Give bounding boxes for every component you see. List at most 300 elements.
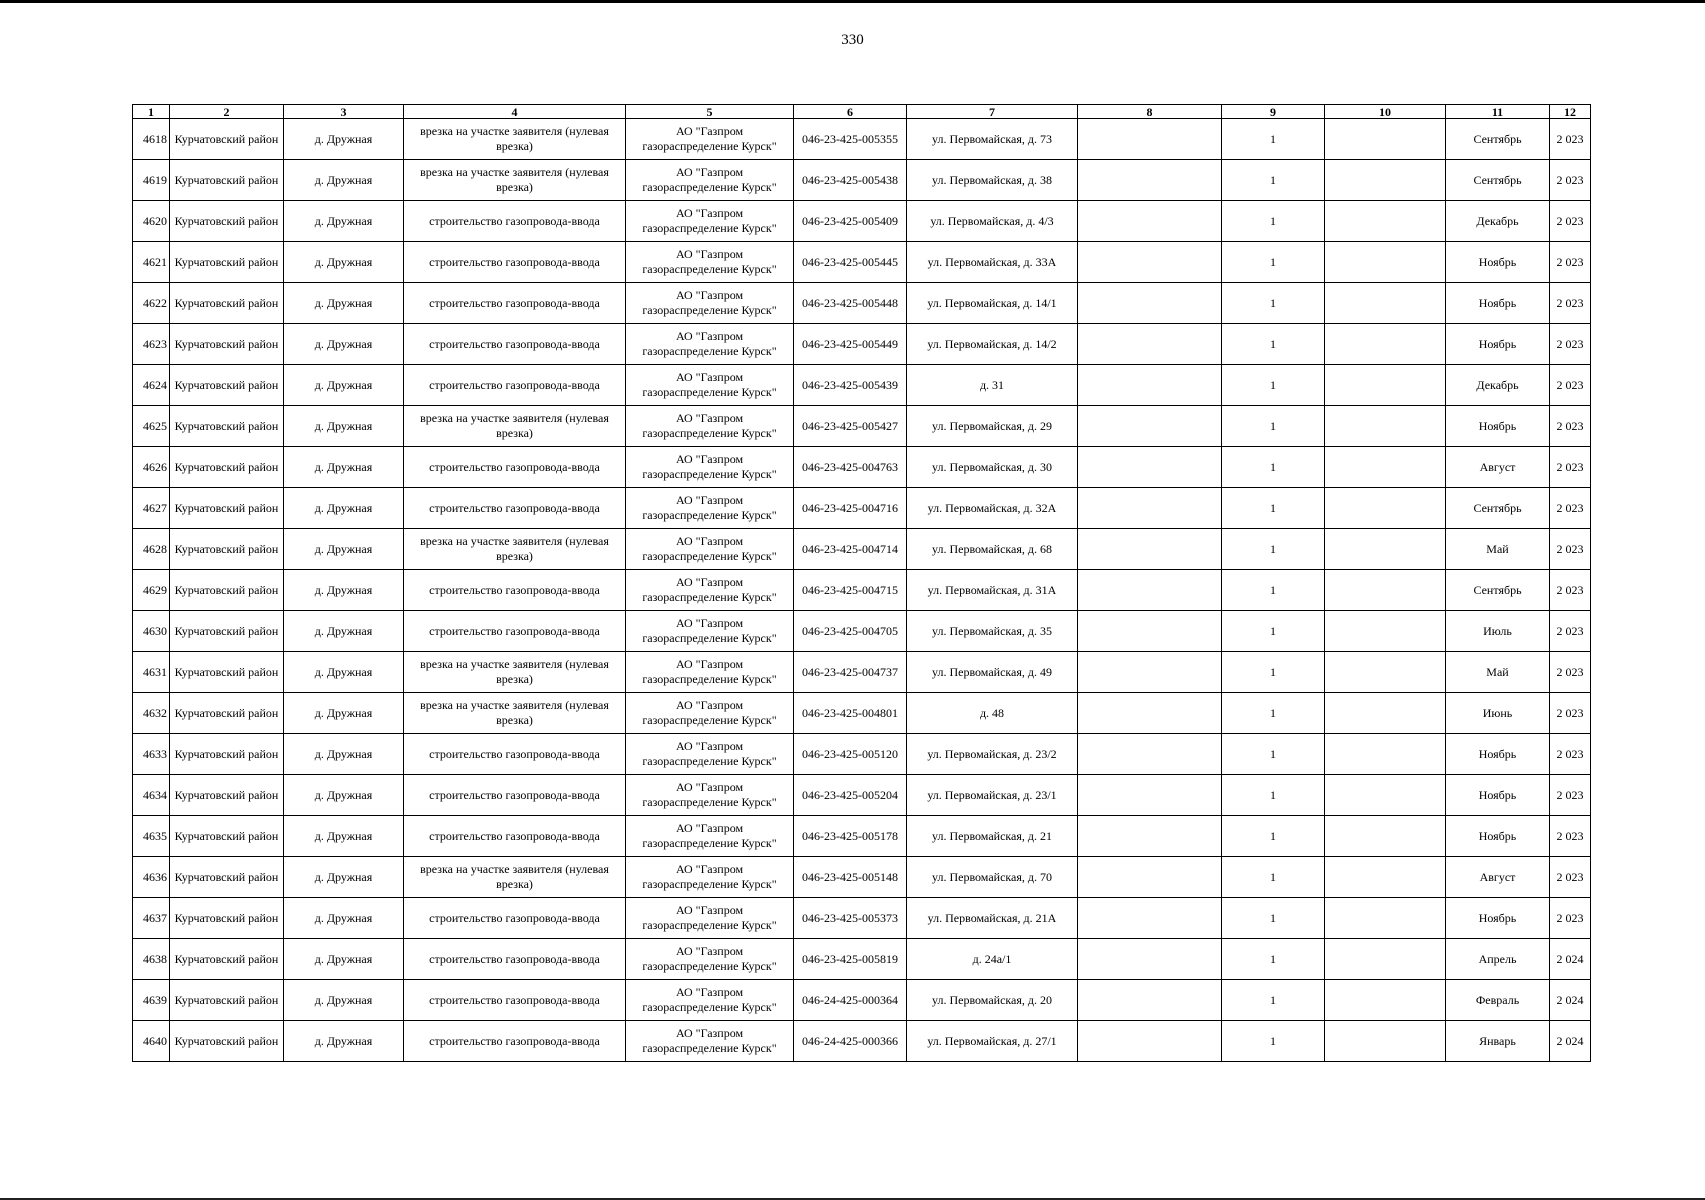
work-type-cell: строительство газопровода-ввода — [404, 1021, 626, 1062]
organization-cell: АО "Газпром газораспределение Курск" — [626, 242, 794, 283]
table-row — [133, 775, 1591, 816]
organization-cell: АО "Газпром газораспределение Курск" — [626, 119, 794, 160]
address-cell: ул. Первомайская, д. 32А — [907, 488, 1078, 529]
request-code-cell: 046-23-425-005204 — [794, 775, 907, 816]
district-cell: Курчатовский район — [170, 734, 284, 775]
request-code-cell: 046-23-425-004705 — [794, 611, 907, 652]
month-cell: Сентябрь — [1446, 119, 1550, 160]
village-cell: д. Дружная — [284, 939, 404, 980]
month-cell: Август — [1446, 447, 1550, 488]
column-8-cell — [1078, 406, 1222, 447]
header-row — [133, 105, 1591, 119]
district-cell: Курчатовский район — [170, 365, 284, 406]
village-cell: д. Дружная — [284, 283, 404, 324]
work-type-cell: строительство газопровода-ввода — [404, 775, 626, 816]
village-cell: д. Дружная — [284, 611, 404, 652]
table-row — [133, 1021, 1591, 1062]
table-row — [133, 980, 1591, 1021]
column-8-cell — [1078, 283, 1222, 324]
year-cell: 2 023 — [1550, 488, 1591, 529]
column-8-cell — [1078, 201, 1222, 242]
work-type-cell: врезка на участке заявителя (нулевая врезка) — [404, 160, 626, 201]
address-cell: ул. Первомайская, д. 38 — [907, 160, 1078, 201]
month-cell: Ноябрь — [1446, 406, 1550, 447]
row-number: 4629 — [133, 570, 170, 611]
table-row — [133, 283, 1591, 324]
organization-cell: АО "Газпром газораспределение Курск" — [626, 201, 794, 242]
organization-cell: АО "Газпром газораспределение Курск" — [626, 365, 794, 406]
village-cell: д. Дружная — [284, 898, 404, 939]
organization-cell: АО "Газпром газораспределение Курск" — [626, 406, 794, 447]
year-cell: 2 023 — [1550, 570, 1591, 611]
column-8-cell — [1078, 775, 1222, 816]
table-row — [133, 693, 1591, 734]
column-10-cell — [1325, 283, 1446, 324]
district-cell: Курчатовский район — [170, 283, 284, 324]
work-type-cell: строительство газопровода-ввода — [404, 980, 626, 1021]
row-number: 4628 — [133, 529, 170, 570]
row-number: 4624 — [133, 365, 170, 406]
work-type-cell: строительство газопровода-ввода — [404, 611, 626, 652]
village-cell: д. Дружная — [284, 775, 404, 816]
column-10-cell — [1325, 980, 1446, 1021]
table-header — [133, 105, 1591, 119]
quantity-cell: 1 — [1222, 652, 1325, 693]
row-number: 4631 — [133, 652, 170, 693]
village-cell: д. Дружная — [284, 652, 404, 693]
table-row — [133, 734, 1591, 775]
quantity-cell: 1 — [1222, 283, 1325, 324]
address-cell: ул. Первомайская, д. 23/2 — [907, 734, 1078, 775]
column-8-cell — [1078, 529, 1222, 570]
request-code-cell: 046-23-425-005819 — [794, 939, 907, 980]
month-cell: Сентябрь — [1446, 160, 1550, 201]
address-cell: ул. Первомайская, д. 30 — [907, 447, 1078, 488]
month-cell: Май — [1446, 652, 1550, 693]
quantity-cell: 1 — [1222, 201, 1325, 242]
year-cell: 2 023 — [1550, 611, 1591, 652]
village-cell: д. Дружная — [284, 447, 404, 488]
table-row — [133, 119, 1591, 160]
month-cell: Ноябрь — [1446, 898, 1550, 939]
column-8-cell — [1078, 611, 1222, 652]
request-code-cell: 046-23-425-005448 — [794, 283, 907, 324]
quantity-cell: 1 — [1222, 324, 1325, 365]
row-number: 4638 — [133, 939, 170, 980]
quantity-cell: 1 — [1222, 447, 1325, 488]
row-number: 4637 — [133, 898, 170, 939]
year-cell: 2 024 — [1550, 980, 1591, 1021]
district-cell: Курчатовский район — [170, 242, 284, 283]
row-number: 4619 — [133, 160, 170, 201]
column-10-cell — [1325, 693, 1446, 734]
column-10-cell — [1325, 857, 1446, 898]
row-number: 4632 — [133, 693, 170, 734]
village-cell: д. Дружная — [284, 201, 404, 242]
table-row — [133, 488, 1591, 529]
village-cell: д. Дружная — [284, 816, 404, 857]
column-header-10: 10 — [1325, 105, 1446, 119]
quantity-cell: 1 — [1222, 570, 1325, 611]
work-type-cell: строительство газопровода-ввода — [404, 898, 626, 939]
table-row — [133, 611, 1591, 652]
column-10-cell — [1325, 652, 1446, 693]
request-code-cell: 046-23-425-005355 — [794, 119, 907, 160]
work-type-cell: строительство газопровода-ввода — [404, 570, 626, 611]
column-header-4: 4 — [404, 105, 626, 119]
month-cell: Февраль — [1446, 980, 1550, 1021]
request-code-cell: 046-23-425-005438 — [794, 160, 907, 201]
organization-cell: АО "Газпром газораспределение Курск" — [626, 570, 794, 611]
work-type-cell: врезка на участке заявителя (нулевая врезка) — [404, 406, 626, 447]
address-cell: д. 24а/1 — [907, 939, 1078, 980]
column-10-cell — [1325, 488, 1446, 529]
work-type-cell: строительство газопровода-ввода — [404, 365, 626, 406]
district-cell: Курчатовский район — [170, 447, 284, 488]
district-cell: Курчатовский район — [170, 898, 284, 939]
request-code-cell: 046-23-425-004737 — [794, 652, 907, 693]
address-cell: ул. Первомайская, д. 27/1 — [907, 1021, 1078, 1062]
address-cell: ул. Первомайская, д. 70 — [907, 857, 1078, 898]
year-cell: 2 023 — [1550, 898, 1591, 939]
organization-cell: АО "Газпром газораспределение Курск" — [626, 529, 794, 570]
quantity-cell: 1 — [1222, 160, 1325, 201]
work-type-cell: строительство газопровода-ввода — [404, 816, 626, 857]
page-number: 330 — [841, 32, 864, 48]
request-code-cell: 046-23-425-005148 — [794, 857, 907, 898]
year-cell: 2 023 — [1550, 857, 1591, 898]
row-number: 4640 — [133, 1021, 170, 1062]
organization-cell: АО "Газпром газораспределение Курск" — [626, 857, 794, 898]
column-8-cell — [1078, 693, 1222, 734]
work-type-cell: врезка на участке заявителя (нулевая врезка) — [404, 529, 626, 570]
district-cell: Курчатовский район — [170, 693, 284, 734]
quantity-cell: 1 — [1222, 816, 1325, 857]
row-number: 4620 — [133, 201, 170, 242]
table-row — [133, 242, 1591, 283]
district-cell: Курчатовский район — [170, 611, 284, 652]
request-code-cell: 046-23-425-004716 — [794, 488, 907, 529]
column-10-cell — [1325, 529, 1446, 570]
work-type-cell: врезка на участке заявителя (нулевая врезка) — [404, 857, 626, 898]
address-cell: ул. Первомайская, д. 33А — [907, 242, 1078, 283]
year-cell: 2 023 — [1550, 324, 1591, 365]
column-8-cell — [1078, 652, 1222, 693]
organization-cell: АО "Газпром газораспределение Курск" — [626, 1021, 794, 1062]
work-type-cell: строительство газопровода-ввода — [404, 201, 626, 242]
address-cell: ул. Первомайская, д. 21 — [907, 816, 1078, 857]
table-row — [133, 816, 1591, 857]
request-code-cell: 046-24-425-000364 — [794, 980, 907, 1021]
quantity-cell: 1 — [1222, 365, 1325, 406]
request-code-cell: 046-23-425-005178 — [794, 816, 907, 857]
request-code-cell: 046-23-425-005449 — [794, 324, 907, 365]
request-code-cell: 046-23-425-005120 — [794, 734, 907, 775]
work-type-cell: строительство газопровода-ввода — [404, 242, 626, 283]
district-cell: Курчатовский район — [170, 119, 284, 160]
request-code-cell: 046-23-425-004801 — [794, 693, 907, 734]
table-row — [133, 857, 1591, 898]
quantity-cell: 1 — [1222, 119, 1325, 160]
column-header-6: 6 — [794, 105, 907, 119]
year-cell: 2 023 — [1550, 734, 1591, 775]
row-number: 4630 — [133, 611, 170, 652]
district-cell: Курчатовский район — [170, 324, 284, 365]
column-10-cell — [1325, 775, 1446, 816]
year-cell: 2 023 — [1550, 365, 1591, 406]
column-8-cell — [1078, 939, 1222, 980]
year-cell: 2 023 — [1550, 160, 1591, 201]
quantity-cell: 1 — [1222, 242, 1325, 283]
year-cell: 2 023 — [1550, 119, 1591, 160]
month-cell: Ноябрь — [1446, 816, 1550, 857]
quantity-cell: 1 — [1222, 857, 1325, 898]
table-body — [133, 119, 1591, 1062]
work-type-cell: строительство газопровода-ввода — [404, 324, 626, 365]
column-10-cell — [1325, 447, 1446, 488]
work-type-cell: строительство газопровода-ввода — [404, 488, 626, 529]
year-cell: 2 024 — [1550, 1021, 1591, 1062]
organization-cell: АО "Газпром газораспределение Курск" — [626, 283, 794, 324]
column-header-1: 1 — [133, 105, 170, 119]
work-type-cell: строительство газопровода-ввода — [404, 283, 626, 324]
month-cell: Ноябрь — [1446, 734, 1550, 775]
district-cell: Курчатовский район — [170, 652, 284, 693]
work-type-cell: врезка на участке заявителя (нулевая врезка) — [404, 693, 626, 734]
district-cell: Курчатовский район — [170, 570, 284, 611]
column-8-cell — [1078, 119, 1222, 160]
row-number: 4622 — [133, 283, 170, 324]
column-8-cell — [1078, 1021, 1222, 1062]
month-cell: Ноябрь — [1446, 242, 1550, 283]
village-cell: д. Дружная — [284, 160, 404, 201]
table-row — [133, 570, 1591, 611]
row-number: 4626 — [133, 447, 170, 488]
table-row — [133, 201, 1591, 242]
column-10-cell — [1325, 611, 1446, 652]
column-8-cell — [1078, 898, 1222, 939]
table-row — [133, 652, 1591, 693]
district-cell: Курчатовский район — [170, 816, 284, 857]
village-cell: д. Дружная — [284, 324, 404, 365]
month-cell: Сентябрь — [1446, 570, 1550, 611]
request-code-cell: 046-23-425-005439 — [794, 365, 907, 406]
month-cell: Август — [1446, 857, 1550, 898]
column-header-9: 9 — [1222, 105, 1325, 119]
village-cell: д. Дружная — [284, 529, 404, 570]
table-row — [133, 324, 1591, 365]
village-cell: д. Дружная — [284, 980, 404, 1021]
column-8-cell — [1078, 242, 1222, 283]
row-number: 4639 — [133, 980, 170, 1021]
work-type-cell: врезка на участке заявителя (нулевая врезка) — [404, 652, 626, 693]
village-cell: д. Дружная — [284, 1021, 404, 1062]
column-10-cell — [1325, 939, 1446, 980]
row-number: 4618 — [133, 119, 170, 160]
column-10-cell — [1325, 242, 1446, 283]
organization-cell: АО "Газпром газораспределение Курск" — [626, 693, 794, 734]
quantity-cell: 1 — [1222, 898, 1325, 939]
column-header-3: 3 — [284, 105, 404, 119]
quantity-cell: 1 — [1222, 939, 1325, 980]
district-cell: Курчатовский район — [170, 1021, 284, 1062]
address-cell: ул. Первомайская, д. 14/2 — [907, 324, 1078, 365]
year-cell: 2 023 — [1550, 406, 1591, 447]
organization-cell: АО "Газпром газораспределение Курск" — [626, 775, 794, 816]
request-code-cell: 046-23-425-004763 — [794, 447, 907, 488]
year-cell: 2 023 — [1550, 652, 1591, 693]
village-cell: д. Дружная — [284, 693, 404, 734]
quantity-cell: 1 — [1222, 611, 1325, 652]
column-header-2: 2 — [170, 105, 284, 119]
address-cell: ул. Первомайская, д. 68 — [907, 529, 1078, 570]
table-row — [133, 447, 1591, 488]
column-10-cell — [1325, 201, 1446, 242]
gasification-table — [132, 104, 1591, 1062]
month-cell: Апрель — [1446, 939, 1550, 980]
district-cell: Курчатовский район — [170, 406, 284, 447]
column-header-12: 12 — [1550, 105, 1591, 119]
organization-cell: АО "Газпром газораспределение Курск" — [626, 734, 794, 775]
organization-cell: АО "Газпром газораспределение Курск" — [626, 488, 794, 529]
village-cell: д. Дружная — [284, 365, 404, 406]
request-code-cell: 046-24-425-000366 — [794, 1021, 907, 1062]
column-10-cell — [1325, 324, 1446, 365]
column-header-5: 5 — [626, 105, 794, 119]
organization-cell: АО "Газпром газораспределение Курск" — [626, 160, 794, 201]
address-cell: ул. Первомайская, д. 31А — [907, 570, 1078, 611]
column-8-cell — [1078, 734, 1222, 775]
quantity-cell: 1 — [1222, 775, 1325, 816]
village-cell: д. Дружная — [284, 119, 404, 160]
quantity-cell: 1 — [1222, 734, 1325, 775]
village-cell: д. Дружная — [284, 406, 404, 447]
year-cell: 2 023 — [1550, 283, 1591, 324]
year-cell: 2 023 — [1550, 201, 1591, 242]
row-number: 4627 — [133, 488, 170, 529]
work-type-cell: врезка на участке заявителя (нулевая врезка) — [404, 119, 626, 160]
year-cell: 2 023 — [1550, 693, 1591, 734]
work-type-cell: строительство газопровода-ввода — [404, 447, 626, 488]
village-cell: д. Дружная — [284, 857, 404, 898]
column-8-cell — [1078, 857, 1222, 898]
month-cell: Июль — [1446, 611, 1550, 652]
request-code-cell: 046-23-425-005427 — [794, 406, 907, 447]
month-cell: Май — [1446, 529, 1550, 570]
column-10-cell — [1325, 898, 1446, 939]
quantity-cell: 1 — [1222, 980, 1325, 1021]
district-cell: Курчатовский район — [170, 201, 284, 242]
column-10-cell — [1325, 734, 1446, 775]
table-row — [133, 406, 1591, 447]
work-type-cell: строительство газопровода-ввода — [404, 734, 626, 775]
column-8-cell — [1078, 160, 1222, 201]
year-cell: 2 023 — [1550, 242, 1591, 283]
year-cell: 2 023 — [1550, 775, 1591, 816]
column-8-cell — [1078, 980, 1222, 1021]
year-cell: 2 024 — [1550, 939, 1591, 980]
district-cell: Курчатовский район — [170, 939, 284, 980]
row-number: 4621 — [133, 242, 170, 283]
district-cell: Курчатовский район — [170, 488, 284, 529]
organization-cell: АО "Газпром газораспределение Курск" — [626, 816, 794, 857]
address-cell: ул. Первомайская, д. 73 — [907, 119, 1078, 160]
month-cell: Декабрь — [1446, 201, 1550, 242]
request-code-cell: 046-23-425-005445 — [794, 242, 907, 283]
organization-cell: АО "Газпром газораспределение Курск" — [626, 324, 794, 365]
organization-cell: АО "Газпром газораспределение Курск" — [626, 652, 794, 693]
village-cell: д. Дружная — [284, 242, 404, 283]
organization-cell: АО "Газпром газораспределение Курск" — [626, 447, 794, 488]
row-number: 4625 — [133, 406, 170, 447]
address-cell: ул. Первомайская, д. 4/3 — [907, 201, 1078, 242]
table-row — [133, 898, 1591, 939]
address-cell: ул. Первомайская, д. 23/1 — [907, 775, 1078, 816]
address-cell: ул. Первомайская, д. 29 — [907, 406, 1078, 447]
village-cell: д. Дружная — [284, 488, 404, 529]
address-cell: ул. Первомайская, д. 20 — [907, 980, 1078, 1021]
table-row — [133, 160, 1591, 201]
year-cell: 2 023 — [1550, 529, 1591, 570]
request-code-cell: 046-23-425-004715 — [794, 570, 907, 611]
village-cell: д. Дружная — [284, 570, 404, 611]
table-row — [133, 939, 1591, 980]
organization-cell: АО "Газпром газораспределение Курск" — [626, 980, 794, 1021]
column-header-8: 8 — [1078, 105, 1222, 119]
row-number: 4636 — [133, 857, 170, 898]
month-cell: Сентябрь — [1446, 488, 1550, 529]
column-8-cell — [1078, 570, 1222, 611]
address-cell: д. 31 — [907, 365, 1078, 406]
district-cell: Курчатовский район — [170, 980, 284, 1021]
row-number: 4623 — [133, 324, 170, 365]
month-cell: Декабрь — [1446, 365, 1550, 406]
row-number: 4633 — [133, 734, 170, 775]
district-cell: Курчатовский район — [170, 775, 284, 816]
address-cell: ул. Первомайская, д. 35 — [907, 611, 1078, 652]
district-cell: Курчатовский район — [170, 857, 284, 898]
column-header-7: 7 — [907, 105, 1078, 119]
column-10-cell — [1325, 119, 1446, 160]
year-cell: 2 023 — [1550, 816, 1591, 857]
quantity-cell: 1 — [1222, 406, 1325, 447]
column-8-cell — [1078, 488, 1222, 529]
scan-edge-top — [0, 0, 1705, 3]
quantity-cell: 1 — [1222, 529, 1325, 570]
organization-cell: АО "Газпром газораспределение Курск" — [626, 898, 794, 939]
address-cell: ул. Первомайская, д. 14/1 — [907, 283, 1078, 324]
organization-cell: АО "Газпром газораспределение Курск" — [626, 939, 794, 980]
request-code-cell: 046-23-425-005409 — [794, 201, 907, 242]
organization-cell: АО "Газпром газораспределение Курск" — [626, 611, 794, 652]
address-cell: д. 48 — [907, 693, 1078, 734]
district-cell: Курчатовский район — [170, 529, 284, 570]
table-row — [133, 365, 1591, 406]
column-10-cell — [1325, 816, 1446, 857]
request-code-cell: 046-23-425-004714 — [794, 529, 907, 570]
table-row — [133, 529, 1591, 570]
column-10-cell — [1325, 406, 1446, 447]
quantity-cell: 1 — [1222, 693, 1325, 734]
row-number: 4634 — [133, 775, 170, 816]
month-cell: Январь — [1446, 1021, 1550, 1062]
column-8-cell — [1078, 447, 1222, 488]
month-cell: Ноябрь — [1446, 775, 1550, 816]
quantity-cell: 1 — [1222, 1021, 1325, 1062]
column-8-cell — [1078, 816, 1222, 857]
column-10-cell — [1325, 1021, 1446, 1062]
column-10-cell — [1325, 570, 1446, 611]
